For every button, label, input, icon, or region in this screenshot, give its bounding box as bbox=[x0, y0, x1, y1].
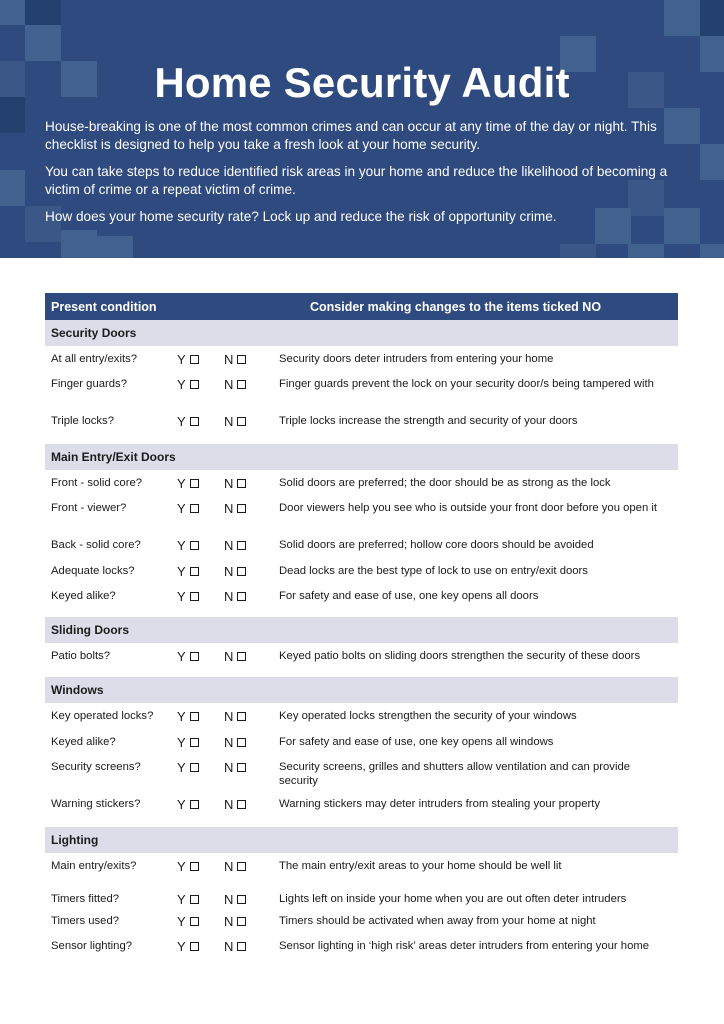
yes-checkbox[interactable] bbox=[190, 592, 199, 601]
no-option[interactable] bbox=[224, 736, 279, 754]
yes-checkbox[interactable] bbox=[190, 541, 199, 550]
yes-option[interactable] bbox=[177, 798, 224, 815]
no-label: N bbox=[224, 709, 234, 724]
no-label: N bbox=[224, 377, 234, 392]
pattern-tile bbox=[700, 244, 724, 258]
advice-text: Timers should be activated when away from your home at night bbox=[279, 915, 596, 927]
no-option[interactable] bbox=[224, 893, 279, 908]
no-label: N bbox=[224, 939, 234, 954]
no-label: N bbox=[224, 414, 234, 429]
yes-checkbox[interactable] bbox=[190, 567, 199, 576]
condition-label: Key operated locks? bbox=[51, 710, 154, 722]
no-option[interactable] bbox=[224, 378, 279, 408]
intro-paragraph: How does your home security rate? Lock up and reduce the risk of opportunity crime. bbox=[45, 209, 557, 224]
checklist-row bbox=[45, 408, 678, 432]
no-checkbox[interactable] bbox=[237, 738, 246, 747]
yes-checkbox[interactable] bbox=[190, 738, 199, 747]
yes-option[interactable] bbox=[177, 415, 224, 432]
condition-label: Security screens? bbox=[51, 761, 141, 773]
yes-option[interactable] bbox=[177, 860, 224, 882]
no-option[interactable] bbox=[224, 710, 279, 729]
checklist-row bbox=[45, 371, 678, 408]
condition-label: Adequate locks? bbox=[51, 565, 135, 577]
no-checkbox[interactable] bbox=[237, 417, 246, 426]
pattern-tile bbox=[628, 244, 664, 258]
yes-label: Y bbox=[177, 709, 186, 724]
no-checkbox[interactable] bbox=[237, 712, 246, 721]
condition-label: Timers used? bbox=[51, 915, 120, 927]
pattern-tile bbox=[61, 230, 97, 258]
advice-text: Triple locks increase the strength and security of your doors bbox=[279, 415, 578, 427]
yes-label: Y bbox=[177, 589, 186, 604]
condition-label: Warning stickers? bbox=[51, 798, 141, 810]
intro-paragraph: House-breaking is one of the most common crimes and can occur at any time of the day or night. This checklist is designed to help you take a fresh look at your home security. bbox=[45, 119, 657, 152]
no-option[interactable] bbox=[224, 650, 279, 665]
condition-label: Back - solid core? bbox=[51, 539, 141, 551]
advice-text: Solid doors are preferred; the door should be as strong as the lock bbox=[279, 477, 611, 489]
no-checkbox[interactable] bbox=[237, 862, 246, 871]
pattern-tile bbox=[25, 25, 61, 61]
yes-checkbox[interactable] bbox=[190, 917, 199, 926]
condition-label: Patio bolts? bbox=[51, 650, 111, 662]
pattern-tile bbox=[0, 0, 25, 25]
condition-label: Sensor lighting? bbox=[51, 940, 133, 952]
advice-text: Finger guards prevent the lock on your security door/s being tampered with bbox=[279, 378, 654, 390]
no-label: N bbox=[224, 914, 234, 929]
yes-label: Y bbox=[177, 735, 186, 750]
no-checkbox[interactable] bbox=[237, 652, 246, 661]
yes-checkbox[interactable] bbox=[190, 763, 199, 772]
checklist-row bbox=[45, 558, 678, 583]
no-checkbox[interactable] bbox=[237, 541, 246, 550]
yes-option[interactable] bbox=[177, 736, 224, 754]
no-checkbox[interactable] bbox=[237, 763, 246, 772]
no-label: N bbox=[224, 476, 234, 491]
no-label: N bbox=[224, 797, 234, 812]
no-option[interactable] bbox=[224, 940, 279, 959]
yes-option[interactable] bbox=[177, 590, 224, 605]
condition-label: Keyed alike? bbox=[51, 590, 116, 602]
yes-label: Y bbox=[177, 564, 186, 579]
section-heading: Sliding Doors bbox=[45, 617, 678, 643]
no-checkbox[interactable] bbox=[237, 800, 246, 809]
pattern-tile bbox=[97, 236, 133, 258]
no-label: N bbox=[224, 735, 234, 750]
yes-option[interactable] bbox=[177, 650, 224, 665]
yes-checkbox[interactable] bbox=[190, 862, 199, 871]
no-checkbox[interactable] bbox=[237, 942, 246, 951]
pattern-tile bbox=[560, 244, 596, 258]
no-checkbox[interactable] bbox=[237, 895, 246, 904]
yes-label: Y bbox=[177, 414, 186, 429]
yes-option[interactable] bbox=[177, 353, 224, 371]
condition-label: Keyed alike? bbox=[51, 736, 116, 748]
page-title: Home Security Audit bbox=[154, 59, 570, 106]
audit-table bbox=[45, 293, 678, 959]
no-label: N bbox=[224, 501, 234, 516]
checklist-row bbox=[45, 583, 678, 605]
yes-option[interactable] bbox=[177, 761, 224, 791]
yes-checkbox[interactable] bbox=[190, 652, 199, 661]
checklist-row bbox=[45, 882, 678, 908]
checklist-row bbox=[45, 470, 678, 495]
advice-text: Key operated locks strengthen the security of your windows bbox=[279, 710, 577, 722]
yes-label: Y bbox=[177, 859, 186, 874]
checklist-row bbox=[45, 853, 678, 882]
yes-label: Y bbox=[177, 649, 186, 664]
condition-label: Finger guards? bbox=[51, 378, 127, 390]
advice-text: Warning stickers may deter intruders from stealing your property bbox=[279, 798, 601, 810]
section-spacer bbox=[45, 432, 678, 444]
checklist-row bbox=[45, 495, 678, 532]
no-label: N bbox=[224, 892, 234, 907]
yes-checkbox[interactable] bbox=[190, 942, 199, 951]
yes-checkbox[interactable] bbox=[190, 504, 199, 513]
section-heading: Main Entry/Exit Doors bbox=[45, 444, 678, 470]
checklist-row bbox=[45, 703, 678, 729]
checklist-row bbox=[45, 532, 678, 558]
yes-option[interactable] bbox=[177, 502, 224, 532]
yes-label: Y bbox=[177, 501, 186, 516]
section-spacer bbox=[45, 605, 678, 617]
yes-option[interactable] bbox=[177, 565, 224, 583]
no-option[interactable] bbox=[224, 539, 279, 558]
checklist-row bbox=[45, 729, 678, 754]
advice-text: Solid doors are preferred; hollow core doors should be avoided bbox=[279, 539, 594, 551]
no-option[interactable] bbox=[224, 565, 279, 583]
advice-text: The main entry/exit areas to your home should be well lit bbox=[279, 860, 562, 872]
yes-option[interactable] bbox=[177, 539, 224, 558]
checklist-row bbox=[45, 908, 678, 933]
no-option[interactable] bbox=[224, 915, 279, 933]
no-option[interactable] bbox=[224, 477, 279, 495]
condition-label: Timers fitted? bbox=[51, 893, 120, 905]
column-header-advice: Consider making changes to the items ticked NO bbox=[310, 299, 602, 314]
banner-content bbox=[45, 58, 685, 226]
audit-sections bbox=[45, 320, 678, 959]
section-heading: Security Doors bbox=[45, 320, 678, 346]
no-label: N bbox=[224, 352, 234, 367]
intro-paragraph: You can take steps to reduce identified risk areas in your home and reduce the likelihood of becoming a victim of crime or a repeat victim of crime. bbox=[45, 164, 668, 197]
yes-label: Y bbox=[177, 476, 186, 491]
no-checkbox[interactable] bbox=[237, 355, 246, 364]
yes-label: Y bbox=[177, 892, 186, 907]
no-checkbox[interactable] bbox=[237, 504, 246, 513]
pattern-tile bbox=[0, 170, 25, 206]
no-label: N bbox=[224, 589, 234, 604]
advice-text: Sensor lighting in ‘high risk’ areas deter intruders from entering your home bbox=[279, 940, 650, 952]
no-checkbox[interactable] bbox=[237, 479, 246, 488]
no-option[interactable] bbox=[224, 353, 279, 371]
no-option[interactable] bbox=[224, 502, 279, 532]
advice-text: Dead locks are the best type of lock to use on entry/exit doors bbox=[279, 565, 588, 577]
yes-option[interactable] bbox=[177, 477, 224, 495]
yes-checkbox[interactable] bbox=[190, 380, 199, 389]
section-heading: Lighting bbox=[45, 827, 678, 853]
yes-checkbox[interactable] bbox=[190, 479, 199, 488]
no-option[interactable] bbox=[224, 415, 279, 432]
section-spacer bbox=[45, 665, 678, 677]
pattern-tile bbox=[664, 0, 700, 36]
checklist-row bbox=[45, 643, 678, 665]
yes-option[interactable] bbox=[177, 710, 224, 729]
yes-label: Y bbox=[177, 352, 186, 367]
section-heading: Windows bbox=[45, 677, 678, 703]
no-checkbox[interactable] bbox=[237, 380, 246, 389]
checklist-row bbox=[45, 754, 678, 791]
no-label: N bbox=[224, 564, 234, 579]
advice-text: For safety and ease of use, one key opens all doors bbox=[279, 590, 539, 602]
no-option[interactable] bbox=[224, 860, 279, 882]
advice-text: For safety and ease of use, one key opens all windows bbox=[279, 736, 554, 748]
yes-label: Y bbox=[177, 797, 186, 812]
no-label: N bbox=[224, 859, 234, 874]
table-header bbox=[45, 293, 678, 320]
yes-option[interactable] bbox=[177, 915, 224, 933]
yes-label: Y bbox=[177, 377, 186, 392]
no-checkbox[interactable] bbox=[237, 592, 246, 601]
yes-label: Y bbox=[177, 914, 186, 929]
yes-option[interactable] bbox=[177, 378, 224, 408]
yes-checkbox[interactable] bbox=[190, 800, 199, 809]
no-checkbox[interactable] bbox=[237, 917, 246, 926]
no-label: N bbox=[224, 538, 234, 553]
yes-checkbox[interactable] bbox=[190, 355, 199, 364]
yes-checkbox[interactable] bbox=[190, 895, 199, 904]
intro-text bbox=[45, 118, 685, 226]
advice-text: Security doors deter intruders from entering your home bbox=[279, 353, 554, 365]
section-spacer bbox=[45, 815, 678, 827]
advice-text: Security screens, grilles and shutters allow ventilation and can provide security bbox=[279, 761, 631, 787]
checklist-row bbox=[45, 346, 678, 371]
advice-text: Lights left on inside your home when you are out often deter intruders bbox=[279, 893, 627, 905]
no-label: N bbox=[224, 649, 234, 664]
header-banner bbox=[0, 0, 724, 258]
no-option[interactable] bbox=[224, 590, 279, 605]
condition-label: Main entry/exits? bbox=[51, 860, 137, 872]
yes-label: Y bbox=[177, 538, 186, 553]
pattern-tile bbox=[700, 0, 724, 36]
yes-option[interactable] bbox=[177, 893, 224, 908]
checklist-row bbox=[45, 933, 678, 959]
column-header-condition: Present condition bbox=[51, 299, 157, 314]
condition-label: Triple locks? bbox=[51, 415, 114, 427]
no-option[interactable] bbox=[224, 761, 279, 791]
condition-label: Front - solid core? bbox=[51, 477, 143, 489]
yes-checkbox[interactable] bbox=[190, 712, 199, 721]
advice-text: Keyed patio bolts on sliding doors strengthen the security of these doors bbox=[279, 650, 641, 662]
no-checkbox[interactable] bbox=[237, 567, 246, 576]
yes-option[interactable] bbox=[177, 940, 224, 959]
no-option[interactable] bbox=[224, 798, 279, 815]
yes-label: Y bbox=[177, 760, 186, 775]
condition-label: At all entry/exits? bbox=[51, 353, 138, 365]
advice-text: Door viewers help you see who is outside your front door before you open it bbox=[279, 502, 658, 514]
condition-label: Front - viewer? bbox=[51, 502, 127, 514]
pattern-tile bbox=[700, 144, 724, 180]
yes-label: Y bbox=[177, 939, 186, 954]
no-label: N bbox=[224, 760, 234, 775]
yes-checkbox[interactable] bbox=[190, 417, 199, 426]
checklist-row bbox=[45, 791, 678, 815]
